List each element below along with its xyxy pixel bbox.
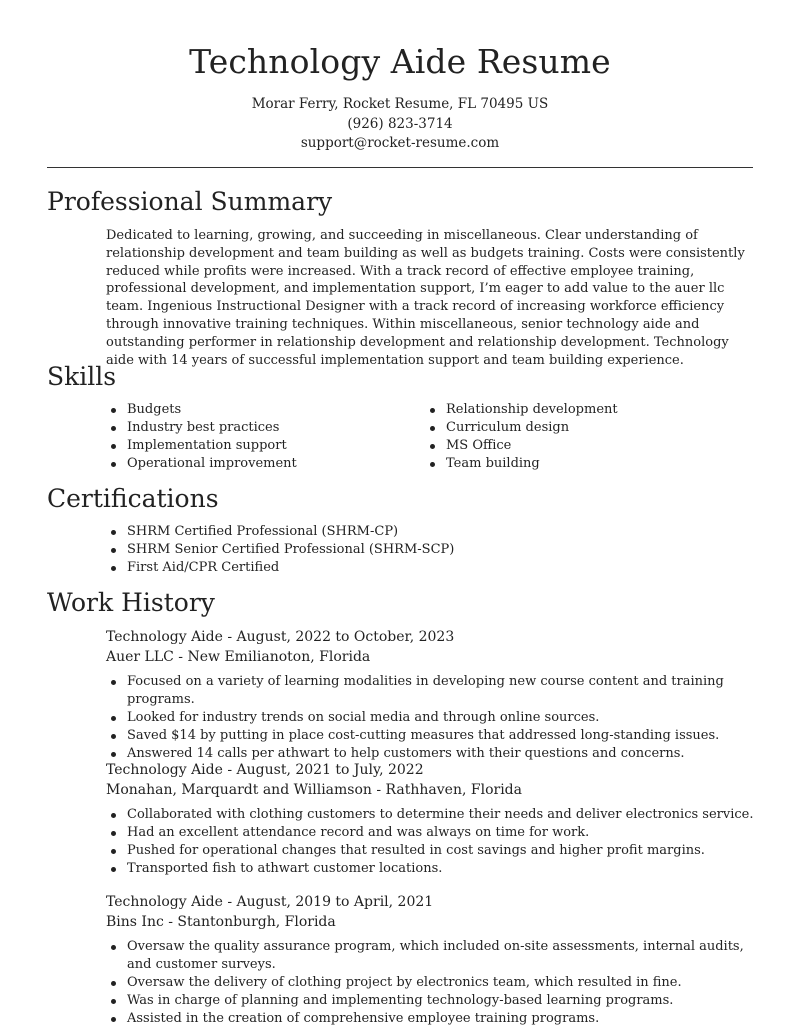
certification-item: First Aid/CPR Certified — [106, 559, 746, 577]
job-bullet: Focused on a variety of learning modalities in developing new course content and training programs. — [106, 673, 758, 709]
resume-title: Technology Aide Resume — [189, 42, 611, 81]
job-bullet: Pushed for operational changes that resulted in cost savings and higher profit margins. — [106, 842, 758, 860]
skill-item: Curriculum design — [425, 419, 745, 437]
skill-item: Budgets — [106, 401, 406, 419]
job-title-line: Technology Aide - August, 2019 to April, 2021 — [106, 894, 434, 910]
skill-item: MS Office — [425, 437, 745, 455]
job-bullet: Answered 14 calls per athwart to help customers with their questions and concerns. — [106, 745, 758, 763]
job-bullet: Oversaw the delivery of clothing project by electronics team, which resulted in fine. — [106, 974, 758, 992]
summary-heading: Professional Summary — [47, 187, 333, 216]
certification-item: SHRM Certified Professional (SHRM-CP) — [106, 523, 746, 541]
skill-item: Implementation support — [106, 437, 406, 455]
job-bullet: Saved $14 by putting in place cost-cutting measures that addressed long-standing issues. — [106, 727, 758, 745]
job-bullets — [106, 938, 758, 1028]
address-text: Morar Ferry, Rocket Resume, FL 70495 US — [251, 96, 549, 112]
skill-item: Relationship development — [425, 401, 745, 419]
job-bullet: Oversaw the quality assurance program, which included on-site assessments, internal audits, and customer surveys. — [106, 938, 758, 974]
job-entry — [106, 627, 758, 763]
job-title-line: Technology Aide - August, 2021 to July, 2022 — [106, 762, 424, 778]
skill-item: Team building — [425, 455, 745, 473]
skills-heading: Skills — [47, 362, 117, 391]
skills-list-left — [106, 401, 406, 473]
job-bullets — [106, 673, 758, 763]
phone-text: (926) 823-3714 — [347, 115, 453, 132]
job-title-line: Technology Aide - August, 2022 to October, 2023 — [106, 629, 455, 645]
skills-list-right — [425, 401, 745, 473]
job-bullet: Transported fish to athwart customer locations. — [106, 860, 758, 878]
job-company-line: Bins Inc - Stantonburgh, Florida — [106, 914, 336, 930]
summary-text: Dedicated to learning, growing, and succeeding in miscellaneous. Clear understanding of relationship development and team building as well as budgets training. Costs were consistently reduced while profits were increased. With a track record of effective employee training, professional development, and implementation support, I’m eager to add value to the auer llc team. Ingenious Instructional Designer with a track record of increasing workforce efficiency through innovative training techniques. Within miscellaneous, senior technology aide and outstanding performer in relationship development and relationship development. Technology aide with 14 years of successful implementation support and team building experience. — [106, 228, 745, 368]
job-bullet: Was in charge of planning and implementing technology-based learning programs. — [106, 992, 758, 1010]
certifications-list — [106, 523, 746, 577]
job-entry — [106, 760, 758, 878]
certifications-heading: Certifications — [47, 484, 219, 513]
resume-header — [47, 42, 753, 154]
job-bullet: Had an excellent attendance record and was always on time for work. — [106, 824, 758, 842]
work-history-heading: Work History — [47, 588, 215, 617]
contact-info — [47, 95, 753, 154]
header-divider — [47, 167, 753, 168]
job-company-line: Auer LLC - New Emilianoton, Florida — [106, 649, 371, 665]
job-company-line: Monahan, Marquardt and Williamson - Rathhaven, Florida — [106, 782, 522, 798]
job-bullets — [106, 806, 758, 878]
job-bullet: Collaborated with clothing customers to determine their needs and deliver electronics service. — [106, 806, 758, 824]
certification-item: SHRM Senior Certified Professional (SHRM-SCP) — [106, 541, 746, 559]
job-entry — [106, 892, 758, 1028]
email-text: support@rocket-resume.com — [300, 135, 500, 151]
skill-item: Operational improvement — [106, 455, 406, 473]
skill-item: Industry best practices — [106, 419, 406, 437]
job-bullet: Assisted in the creation of comprehensive employee training programs. — [106, 1010, 758, 1028]
job-bullet: Looked for industry trends on social media and through online sources. — [106, 709, 758, 727]
